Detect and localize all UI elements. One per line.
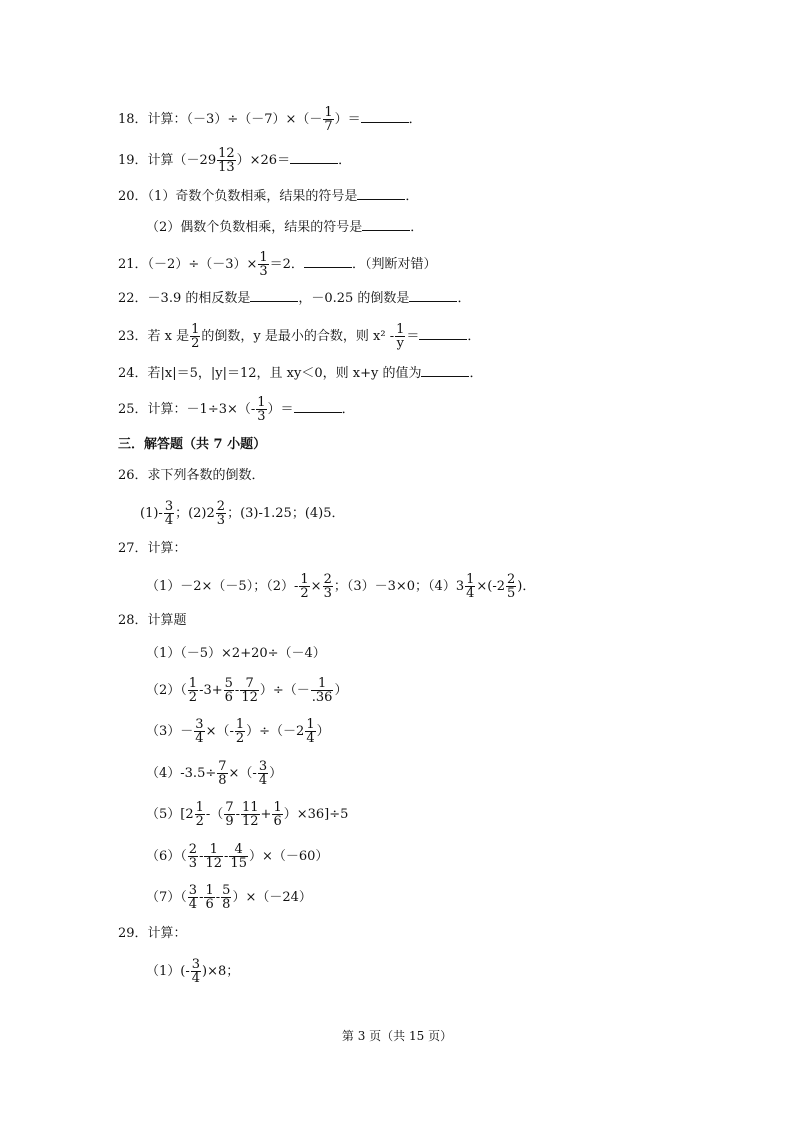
question-28-item-4: （4）-3.5÷ $\frac{7}{8}$ ×（- $\frac{3}{4}$ ） [146, 759, 283, 788]
question-26-items: (1)- $\frac{3}{4}$ ；(2)2 $\frac{2}{3}$ ；(3)-1.25；(4)5． [140, 499, 345, 528]
question-28-title: 28．计算题 [118, 613, 187, 628]
question-28-item-5: （5）[2 $\frac{1}{2}$ -（ $\frac{7}{9}$ - $\frac{11}{12}$ + $\frac{1}{6}$ ）×36]÷5 [146, 800, 349, 829]
fraction: $\frac{3}{4}$ [195, 717, 204, 746]
fraction: $\frac{1}{2}$ [191, 322, 200, 351]
fraction: $\frac{1}{2}$ [300, 572, 309, 601]
fraction: $\frac{3}{4}$ [188, 883, 198, 912]
section-heading: 三．解答题（共 7 小题） [118, 437, 267, 452]
fraction: $\frac{7}{12}$ [241, 676, 258, 705]
fraction: $\frac{5}{8}$ [222, 883, 231, 912]
question-27-title: 27．计算： [118, 541, 187, 556]
question-20b: （2）偶数个负数相乘，结果的符号是 ． [146, 220, 424, 235]
fraction: $\frac{1}{2}$ [235, 717, 245, 746]
page-footer: 第 3 页（共 15 页） [341, 1029, 453, 1043]
fraction: $\frac{3}{4}$ [258, 759, 268, 788]
answer-blank [409, 289, 457, 302]
fraction: $\frac{2}{5}$ [507, 572, 516, 601]
question-18-expr: （－3）÷（－7）×（－ [186, 112, 323, 127]
question-24: 24．若|x|＝5，|y|＝12，且 xy＜0，则 x+y 的值为 ． [118, 366, 483, 381]
fraction: $\frac{2}{3}$ [216, 499, 226, 528]
fraction: $\frac{2}{3}$ [188, 842, 198, 871]
fraction: $\frac{1}{.36}$ [311, 676, 333, 705]
question-27-items: （1）－2×（－5）；（2）- $\frac{1}{2}$ × $\frac{2}{3}$ ；（3）－3×0；（4）3 $\frac{1}{4}$ ×(-2 $\frac{2}{5}$ )． [146, 572, 536, 601]
fraction: $\frac{7}{9}$ [225, 800, 234, 829]
fraction: $\frac{4}{15}$ [230, 842, 247, 871]
fraction: $\frac{2}{3}$ [323, 572, 332, 601]
answer-blank [294, 400, 342, 413]
fraction: $\frac{1}{4}$ [306, 717, 315, 746]
answer-blank [250, 289, 298, 302]
question-23: 23．若 x 是 $\frac{1}{2}$ 的倒数，y 是最小的合数，则 x² - $\frac{1}{y}$ ＝ ． [118, 322, 481, 351]
fraction: $\frac{5}{6}$ [224, 676, 233, 705]
fraction: $\frac{3}{4}$ [191, 957, 201, 986]
answer-blank [361, 110, 409, 123]
question-25: 25．计算：－1÷3×（- $\frac{1}{3}$ ）＝ ． [118, 395, 355, 424]
question-22: 22．－3.9 的相反数是 ，－0.25 的倒数是 ． [118, 291, 471, 306]
question-29-title: 29．计算： [118, 926, 187, 941]
question-19-text: 19．计算（－29 [118, 153, 217, 168]
fraction: $\frac{1}{6}$ [205, 883, 214, 912]
fraction: $\frac{11}{12}$ [242, 800, 259, 829]
question-28-item-3: （3）－ $\frac{3}{4}$ ×（- $\frac{1}{2}$ ）÷（－2 $\frac{1}{4}$ ） [146, 717, 330, 746]
question-29-item-1: （1）(- $\frac{3}{4}$ )×8； [146, 957, 240, 986]
fraction: $\frac{1}{3}$ [257, 395, 266, 424]
answer-blank [290, 151, 338, 164]
fraction: $\frac{1}{3}$ [259, 250, 268, 279]
fraction: $\frac{1}{6}$ [273, 800, 282, 829]
question-28-item-6: （6）（ $\frac{2}{3}$ - $\frac{1}{12}$ - $\frac{4}{15}$ ）×（－60） [146, 842, 329, 871]
question-19: 19．计算（－29 $\frac{12}{13}$ ）×26＝ ． [118, 146, 352, 175]
answer-blank [304, 255, 352, 268]
answer-blank [362, 218, 410, 231]
question-28-item-1: （1）（－5）×2+20÷（－4） [146, 646, 326, 661]
question-28-item-7: （7）（ $\frac{3}{4}$ - $\frac{1}{6}$ - $\frac{5}{8}$ ）×（－24） [146, 883, 312, 912]
question-26-title: 26．求下列各数的倒数． [118, 468, 265, 483]
fraction: $\frac{1}{2}$ [188, 676, 198, 705]
question-18-text: 18．计算： [118, 112, 187, 127]
question-20a: 20．（1）奇数个负数相乘，结果的符号是 ． [118, 189, 419, 204]
question-21: 21．（－2）÷（－3）× $\frac{1}{3}$ ＝2． ．（判断对错） [118, 250, 437, 279]
fraction: $\frac{1}{2}$ [195, 800, 204, 829]
question-18: 18．计算：（－3）÷（－7）×（－ $\frac{1}{7}$ ）＝ ． [118, 105, 422, 134]
question-18-tail: ）＝ [334, 112, 361, 127]
question-28-item-2: （2）（ $\frac{1}{2}$ -3+ $\frac{5}{6}$ - $\frac{7}{12}$ ）÷（－ $\frac{1}{.36}$ ） [146, 676, 348, 705]
answer-blank [421, 364, 469, 377]
answer-blank [419, 327, 467, 340]
fraction: $\frac{1}{y}$ [396, 322, 405, 351]
fraction: $\frac{1}{12}$ [205, 842, 223, 871]
fraction: $\frac{1}{7}$ [324, 105, 333, 134]
fraction: $\frac{1}{4}$ [466, 572, 475, 601]
fraction: $\frac{7}{8}$ [218, 759, 227, 788]
fraction: $\frac{12}{13}$ [218, 146, 235, 175]
answer-blank [357, 187, 405, 200]
fraction: $\frac{3}{4}$ [164, 499, 174, 528]
